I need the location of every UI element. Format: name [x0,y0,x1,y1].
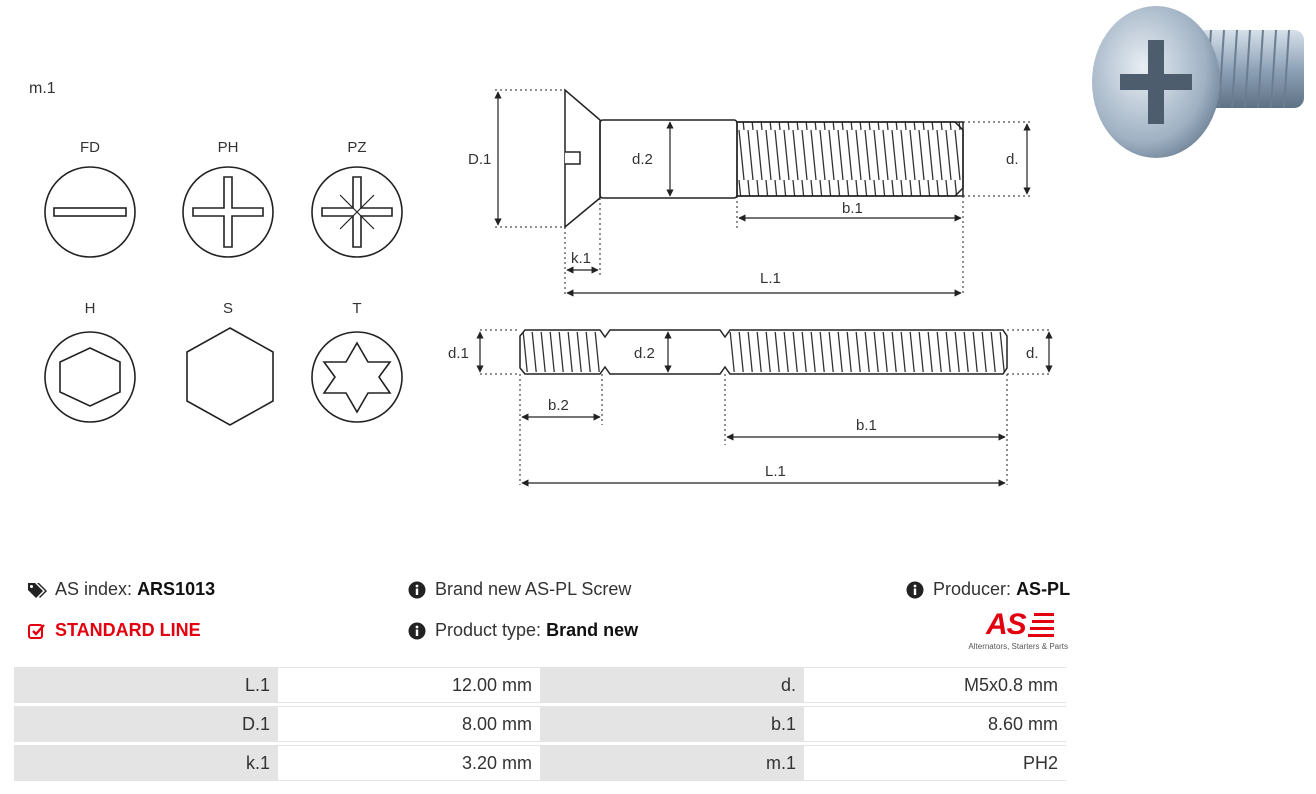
pozidriv-head-icon [312,167,402,257]
tags-icon [27,580,47,600]
spec-key: D.1 [14,706,278,742]
dim-label-L1-top: L.1 [760,270,781,287]
info-icon [407,580,427,600]
brand-text: Brand new AS-PL Screw [435,579,632,599]
head-type-pz-label: PZ [347,139,367,156]
dim-label-D1: D.1 [468,151,492,168]
product-type-row [407,620,638,641]
stud-screw-drawing [520,330,1007,374]
as-index-value: ARS1013 [137,579,216,599]
dim-label-d2-bottom: d.2 [634,345,655,362]
slotted-head-icon [45,167,135,257]
hex-head-icon [187,328,273,425]
head-type-icons [0,0,420,440]
table-row [14,706,1066,742]
screw-technical-drawing [440,80,1080,500]
hex-socket-head-icon [45,332,135,422]
product-photo [1086,0,1308,170]
as-index-label: AS index: [55,579,133,599]
head-type-h-label: H [84,300,96,317]
head-type-t-label: T [352,300,362,317]
check-square-icon [27,621,47,641]
producer-row [905,579,1070,600]
dim-label-b1-bottom: b.1 [856,417,877,434]
logo-tagline: Alternators, Starters & Parts [968,642,1068,651]
dim-label-d1: d.1 [448,345,469,362]
product-type-label: Product type: [435,620,542,640]
torx-head-icon [312,332,402,422]
spec-value: M5x0.8 mm [804,667,1066,703]
spec-value: 12.00 mm [278,667,540,703]
dim-label-d-bottom: d. [1026,345,1039,362]
dim-label-L1-bottom: L.1 [765,463,786,480]
spec-value: 8.00 mm [278,706,540,742]
dim-label-b1-top: b.1 [842,200,863,217]
spec-value: 8.60 mm [804,706,1066,742]
dim-label-d-top: d. [1006,151,1019,168]
brand-row [407,579,631,600]
head-type-ph-label: PH [217,139,239,156]
standard-line-label: STANDARD LINE [55,620,201,640]
logo-mark: AS [986,608,1026,641]
spec-key: L.1 [14,667,278,703]
producer-value: AS-PL [1016,579,1071,599]
producer-label: Producer: [933,579,1012,599]
standard-line-row [27,620,201,641]
spec-table [14,664,1066,784]
head-type-fd-label: FD [80,139,100,156]
head-type-s-label: S [222,300,233,317]
head-legend-label: m.1 [29,80,56,97]
dim-label-b2: b.2 [548,397,569,414]
info-icon [407,621,427,641]
as-index-row [27,579,215,600]
spec-value: 3.20 mm [278,745,540,781]
spec-key: m.1 [540,745,804,781]
spec-key: b.1 [540,706,804,742]
spec-value: PH2 [804,745,1066,781]
product-type-value: Brand new [546,620,639,640]
info-icon [905,580,925,600]
table-row [14,667,1066,703]
spec-key: k.1 [14,745,278,781]
countersunk-screw-drawing [565,90,963,227]
as-pl-logo [964,608,1068,654]
dim-label-d2-top: d.2 [632,151,653,168]
table-row [14,745,1066,781]
spec-key: d. [540,667,804,703]
phillips-head-icon [183,167,273,257]
dim-label-k1: k.1 [571,250,592,267]
